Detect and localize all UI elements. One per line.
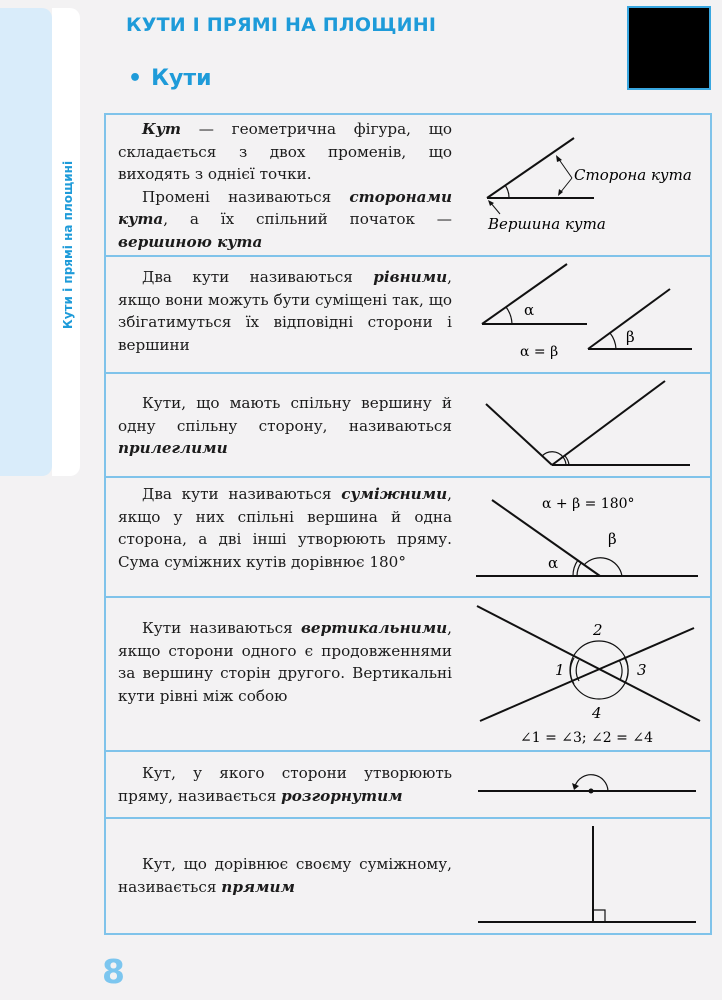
definition-equal-angles [118,266,452,356]
term: сторонами кута [118,187,452,228]
term: рівними [373,268,448,286]
equation: α + β = 180° [542,496,635,512]
page-number: 8 [102,952,125,991]
diagram-angle [462,130,712,245]
side-tab [0,8,52,476]
definition-text: , якщо у них спільні вершина й одна сторона, а дві інші утворюють пряму. Сума суміжних кутів дорівнює 180° [118,485,452,571]
angle-number: 1 [555,661,565,679]
angle-number: 4 [592,704,602,722]
term: Кут [142,120,181,138]
definition-text: Кути називаються [142,619,301,637]
diagram-right-angle [462,822,712,932]
beta-label: β [608,530,617,548]
header-black-box [627,6,711,90]
definition-text: Два кути називаються [142,268,374,286]
row-divider [104,817,712,819]
row-divider [104,372,712,374]
definition-vertical-angles [118,617,452,707]
definition-adjacent-angles [118,392,452,460]
term: вершиною кута [118,232,263,251]
diagram-equal-angles [462,262,712,367]
side-label: Сторона кута [574,166,692,184]
term: прямим [221,877,295,896]
chapter-title: КУТИ І ПРЯМІ НА ПЛОЩИНІ [126,14,437,36]
definition-text: Кути, що мають спільну вершину й одну спільну сторону, називаються [118,394,452,435]
angle-number: 3 [637,661,647,679]
definition-angle [118,118,452,253]
definition-supplementary-angles [118,483,452,573]
beta-label: β [626,328,635,346]
definition-text: Промені називаються [142,187,350,206]
row-divider [104,596,712,598]
alpha-label: α [548,554,559,572]
definition-text: Кут, що дорівнює своєму суміжному, називається [118,855,452,896]
bullet: • [128,66,143,91]
term: прилеглими [118,439,228,457]
term: розгорнутим [281,786,403,805]
section-title [128,66,212,91]
side-tab-label: Кути і прямі на площині [61,160,75,330]
section-title-text: Кути [151,66,212,91]
angle-number: 2 [593,621,603,639]
diagram-vertical-angles [462,600,712,750]
equation: α = β [520,344,559,360]
definition-text: , якщо вони можуть бути суміщені так, що збігатимуться їх відповідні сторони і вершини [118,268,452,354]
vertex-label: Вершина кута [488,215,606,233]
definition-text: , а їх спільний початок — [163,210,452,228]
definition-text: Два кути називаються [142,485,342,503]
term: суміжними [341,485,448,503]
alpha-label: α [524,301,535,319]
row-divider [104,750,712,752]
diagram-straight-angle [462,766,712,806]
definition-text: Кут, у якого сторони утворюють пряму, називається [118,764,452,805]
row-divider [104,476,712,478]
definition-straight-angle [118,762,452,807]
definition-right-angle [118,853,452,898]
row-divider [104,255,712,257]
diagram-adjacent-angles [462,378,712,473]
term: вертикальними [300,619,448,637]
definition-text: , якщо сторони одного є продовженнями за вершину сторін другого. Вертикальні кути рівні між собою [118,619,452,705]
definition-text: — геометрична фігура, що складається з двох променів, що виходять з однієї точки. [118,120,452,183]
equation: ∠1 = ∠3; ∠2 = ∠4 [520,730,653,746]
diagram-supplementary-angles [462,486,712,586]
